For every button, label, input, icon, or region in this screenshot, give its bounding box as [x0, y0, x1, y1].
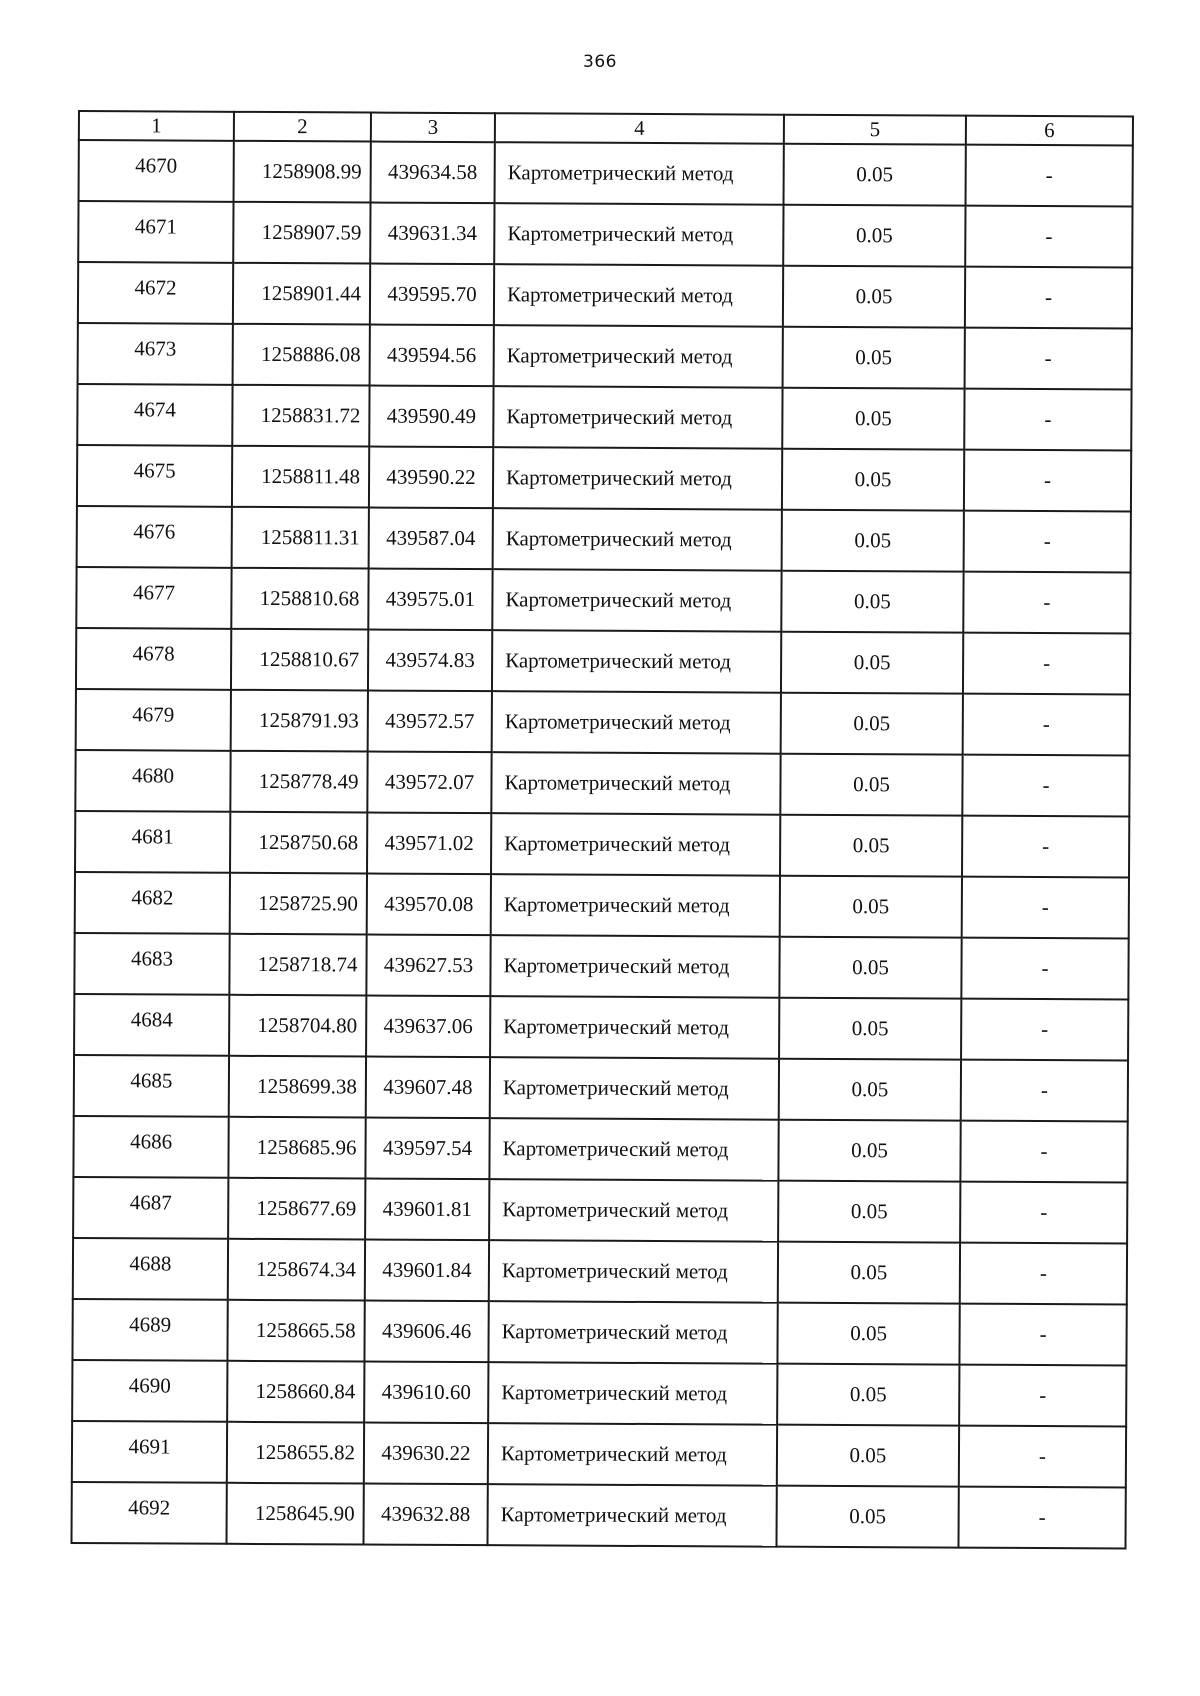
table-row [76, 689, 1130, 756]
table-row [78, 323, 1132, 390]
cell-accuracy: 0.05 [782, 388, 964, 450]
cell-y-coordinate: 439601.84 [365, 1240, 489, 1302]
table-row [74, 1055, 1128, 1122]
cell-description: - [963, 694, 1130, 756]
cell-description: - [964, 389, 1131, 451]
cell-x-coordinate: 1258645.90 [226, 1483, 363, 1545]
table-row [74, 994, 1128, 1061]
cell-point-number: 4687 [73, 1177, 228, 1239]
cell-y-coordinate: 439597.54 [365, 1118, 489, 1180]
cell-y-coordinate: 439595.70 [370, 264, 494, 326]
header-cell-6: 6 [966, 116, 1133, 146]
cell-accuracy: 0.05 [777, 1364, 959, 1426]
cell-description: - [966, 145, 1133, 207]
cell-y-coordinate: 439607.48 [366, 1057, 490, 1119]
cell-method: Картометрический метод [490, 996, 779, 1059]
table-row [73, 1238, 1127, 1305]
cell-description: - [964, 511, 1131, 573]
cell-y-coordinate: 439574.83 [368, 630, 492, 692]
cell-y-coordinate: 439570.08 [367, 874, 491, 936]
page-number: 366 [583, 52, 617, 72]
cell-accuracy: 0.05 [782, 449, 964, 511]
cell-method: Картометрический метод [493, 447, 782, 510]
cell-y-coordinate: 439610.60 [364, 1362, 488, 1424]
cell-x-coordinate: 1258901.44 [233, 263, 370, 325]
cell-accuracy: 0.05 [780, 815, 962, 877]
cell-description: - [961, 999, 1128, 1061]
cell-method: Картометрический метод [494, 325, 783, 388]
cell-method: Картометрический метод [494, 264, 783, 327]
cell-description: - [959, 1365, 1126, 1427]
cell-point-number: 4682 [75, 872, 230, 934]
cell-x-coordinate: 1258655.82 [227, 1422, 364, 1484]
cell-x-coordinate: 1258831.72 [232, 385, 369, 447]
cell-method: Картометрический метод [491, 752, 780, 815]
header-cell-5: 5 [784, 115, 966, 145]
cell-accuracy: 0.05 [777, 1425, 959, 1487]
cell-method: Картометрический метод [488, 1301, 777, 1364]
cell-description: - [963, 633, 1130, 695]
cell-y-coordinate: 439575.01 [368, 569, 492, 631]
table-row [73, 1177, 1127, 1244]
cell-accuracy: 0.05 [781, 693, 963, 755]
cell-y-coordinate: 439601.81 [365, 1179, 489, 1241]
cell-y-coordinate: 439572.07 [367, 752, 491, 814]
cell-x-coordinate: 1258750.68 [230, 812, 367, 874]
cell-description: - [961, 1060, 1128, 1122]
cell-accuracy: 0.05 [781, 632, 963, 694]
cell-point-number: 4675 [77, 445, 232, 507]
cell-y-coordinate: 439627.53 [366, 935, 490, 997]
cell-x-coordinate: 1258778.49 [230, 751, 367, 813]
cell-x-coordinate: 1258886.08 [233, 324, 370, 386]
cell-y-coordinate: 439637.06 [366, 996, 490, 1058]
cell-x-coordinate: 1258811.31 [232, 507, 369, 569]
cell-description: - [963, 572, 1130, 634]
cell-description: - [959, 1304, 1126, 1366]
cell-accuracy: 0.05 [776, 1486, 958, 1548]
cell-point-number: 4679 [76, 689, 231, 751]
cell-accuracy: 0.05 [778, 1120, 960, 1182]
cell-accuracy: 0.05 [779, 937, 961, 999]
header-cell-2: 2 [234, 112, 371, 142]
cell-accuracy: 0.05 [780, 754, 962, 816]
table-row [73, 1116, 1127, 1183]
cell-y-coordinate: 439594.56 [370, 325, 494, 387]
cell-accuracy: 0.05 [782, 510, 964, 572]
cell-y-coordinate: 439587.04 [369, 508, 493, 570]
table-row [77, 445, 1131, 512]
cell-point-number: 4671 [78, 201, 233, 263]
cell-y-coordinate: 439632.88 [363, 1484, 487, 1546]
table-row [72, 1421, 1126, 1488]
coordinates-table [70, 110, 1133, 1550]
table-row [78, 262, 1132, 329]
cell-x-coordinate: 1258677.69 [228, 1178, 365, 1240]
cell-point-number: 4670 [79, 140, 234, 202]
cell-x-coordinate: 1258811.48 [232, 446, 369, 508]
cell-x-coordinate: 1258674.34 [228, 1239, 365, 1301]
cell-method: Картометрический метод [493, 508, 782, 571]
cell-method: Картометрический метод [489, 1118, 778, 1181]
cell-y-coordinate: 439590.49 [369, 386, 493, 448]
cell-x-coordinate: 1258810.68 [231, 568, 368, 630]
table-row [72, 1360, 1126, 1427]
table-row [79, 140, 1133, 207]
cell-method: Картометрический метод [488, 1423, 777, 1486]
table-row [76, 567, 1130, 634]
cell-point-number: 4673 [78, 323, 233, 385]
cell-y-coordinate: 439634.58 [371, 142, 495, 204]
table-row [77, 384, 1131, 451]
cell-method: Картометрический метод [489, 1179, 778, 1242]
coordinates-table-wrapper [70, 110, 1131, 1549]
cell-point-number: 4686 [73, 1116, 228, 1178]
cell-x-coordinate: 1258665.58 [227, 1300, 364, 1362]
cell-accuracy: 0.05 [783, 266, 965, 328]
table-row [76, 628, 1130, 695]
cell-y-coordinate: 439590.22 [369, 447, 493, 509]
cell-description: - [964, 450, 1131, 512]
cell-description: - [962, 816, 1129, 878]
cell-y-coordinate: 439630.22 [364, 1423, 488, 1485]
cell-method: Картометрический метод [487, 1484, 776, 1547]
cell-point-number: 4676 [77, 506, 232, 568]
cell-description: - [960, 1243, 1127, 1305]
cell-x-coordinate: 1258660.84 [227, 1361, 364, 1423]
cell-point-number: 4683 [74, 933, 229, 995]
cell-description: - [965, 206, 1132, 268]
cell-point-number: 4681 [75, 811, 230, 873]
cell-point-number: 4680 [75, 750, 230, 812]
cell-method: Картометрический метод [488, 1362, 777, 1425]
table-row [75, 872, 1129, 939]
cell-accuracy: 0.05 [778, 1242, 960, 1304]
cell-method: Картометрический метод [490, 1057, 779, 1120]
cell-accuracy: 0.05 [783, 327, 965, 389]
cell-x-coordinate: 1258704.80 [229, 995, 366, 1057]
table-row [74, 933, 1128, 1000]
cell-point-number: 4677 [76, 567, 231, 629]
cell-description: - [960, 1121, 1127, 1183]
cell-accuracy: 0.05 [784, 144, 966, 206]
table-row [77, 506, 1131, 573]
cell-accuracy: 0.05 [781, 571, 963, 633]
table-row [72, 1299, 1126, 1366]
cell-description: - [962, 877, 1129, 939]
cell-point-number: 4692 [71, 1482, 226, 1544]
table-row [78, 201, 1132, 268]
cell-point-number: 4678 [76, 628, 231, 690]
cell-method: Картометрический метод [495, 142, 784, 205]
cell-description: - [958, 1487, 1125, 1549]
cell-accuracy: 0.05 [778, 1181, 960, 1243]
cell-x-coordinate: 1258791.93 [231, 690, 368, 752]
cell-point-number: 4672 [78, 262, 233, 324]
cell-point-number: 4691 [72, 1421, 227, 1483]
cell-method: Картометрический метод [494, 203, 783, 266]
table-row [71, 1482, 1125, 1549]
cell-y-coordinate: 439606.46 [364, 1301, 488, 1363]
table-body [71, 140, 1132, 1548]
cell-method: Картометрический метод [492, 691, 781, 754]
cell-method: Картометрический метод [489, 1240, 778, 1303]
table-row [75, 811, 1129, 878]
cell-accuracy: 0.05 [783, 205, 965, 267]
cell-description: - [965, 328, 1132, 390]
cell-method: Картометрический метод [491, 874, 780, 937]
cell-method: Картометрический метод [492, 569, 781, 632]
cell-method: Картометрический метод [493, 386, 782, 449]
cell-x-coordinate: 1258699.38 [229, 1056, 366, 1118]
cell-y-coordinate: 439572.57 [368, 691, 492, 753]
cell-x-coordinate: 1258810.67 [231, 629, 368, 691]
cell-method: Картометрический метод [491, 813, 780, 876]
cell-x-coordinate: 1258907.59 [233, 202, 370, 264]
cell-x-coordinate: 1258718.74 [229, 934, 366, 996]
cell-description: - [959, 1426, 1126, 1488]
cell-x-coordinate: 1258685.96 [228, 1117, 365, 1179]
cell-accuracy: 0.05 [779, 998, 961, 1060]
cell-x-coordinate: 1258908.99 [234, 141, 371, 203]
header-cell-4: 4 [495, 113, 784, 144]
cell-description: - [960, 1182, 1127, 1244]
cell-point-number: 4674 [77, 384, 232, 446]
cell-accuracy: 0.05 [777, 1303, 959, 1365]
table-row [75, 750, 1129, 817]
header-cell-1: 1 [79, 111, 234, 141]
cell-y-coordinate: 439571.02 [367, 813, 491, 875]
cell-method: Картометрический метод [490, 935, 779, 998]
cell-accuracy: 0.05 [779, 1059, 961, 1121]
cell-point-number: 4684 [74, 994, 229, 1056]
cell-description: - [962, 755, 1129, 817]
cell-x-coordinate: 1258725.90 [230, 873, 367, 935]
cell-point-number: 4690 [72, 1360, 227, 1422]
cell-y-coordinate: 439631.34 [370, 203, 494, 265]
cell-accuracy: 0.05 [780, 876, 962, 938]
cell-description: - [961, 938, 1128, 1000]
header-cell-3: 3 [371, 113, 495, 143]
cell-description: - [965, 267, 1132, 329]
cell-point-number: 4688 [73, 1238, 228, 1300]
cell-method: Картометрический метод [492, 630, 781, 693]
cell-point-number: 4685 [74, 1055, 229, 1117]
cell-point-number: 4689 [72, 1299, 227, 1361]
